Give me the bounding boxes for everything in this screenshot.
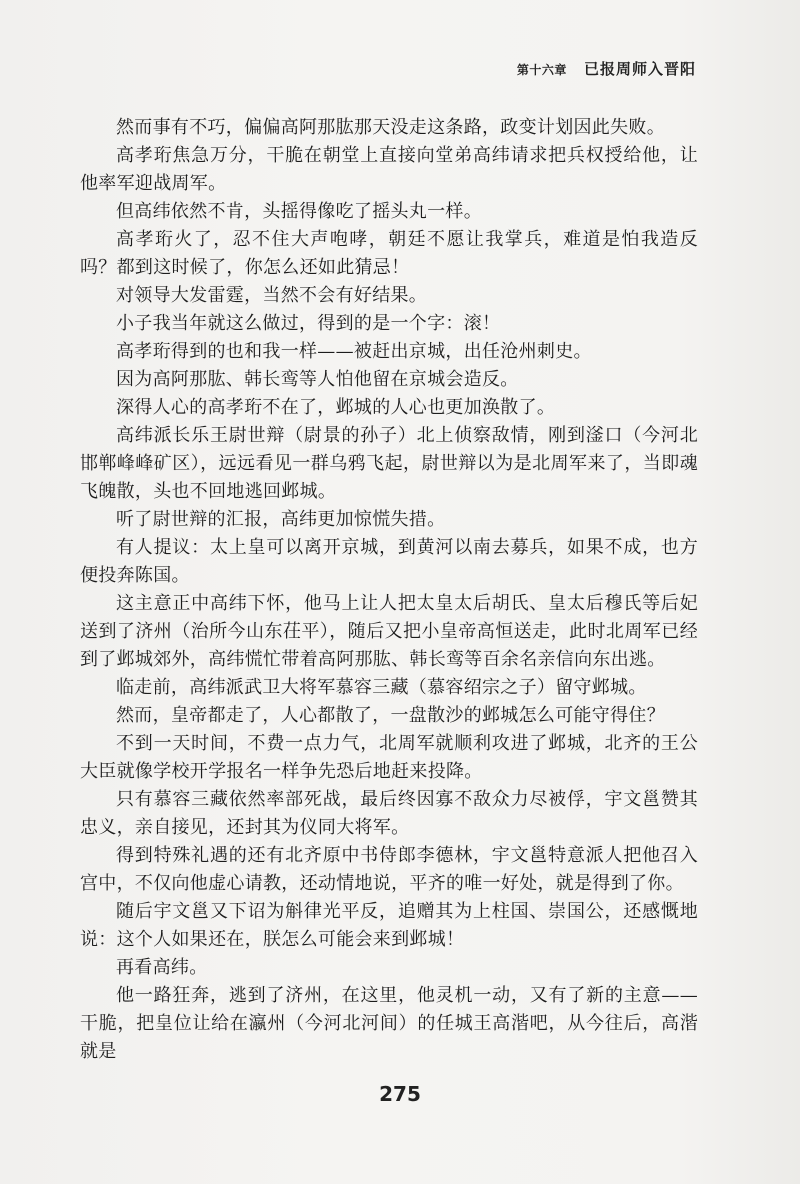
paragraph: 随后宇文邕又下诏为斛律光平反，追赠其为上柱国、崇国公，还感慨地说：这个人如果还在，朕怎么可能会来到邺城！ bbox=[80, 901, 698, 950]
paragraph: 高孝珩火了，忍不住大声咆哮，朝廷不愿让我掌兵，难道是怕我造反吗？都到这时候了，你怎么还如此猜忌！ bbox=[80, 229, 698, 278]
paragraph: 临走前，高纬派武卫大将军慕容三藏（慕容绍宗之子）留守邺城。 bbox=[116, 677, 647, 698]
paragraph: 这主意正中高纬下怀，他马上让人把太皇太后胡氏、皇太后穆氏等后妃送到了济州（治所今山东茌平），随后又把小皇帝高恒送走，此时北周军已经到了邺城郊外，高纬慌忙带着高阿那肱、韩长鸾等百余名亲信向东出逃。 bbox=[80, 593, 698, 670]
paragraph: 然而，皇帝都走了，人心都散了，一盘散沙的邺城怎么可能守得住？ bbox=[116, 705, 665, 726]
paragraph: 高孝珩焦急万分，干脆在朝堂上直接向堂弟高纬请求把兵权授给他，让他率军迎战周军。 bbox=[80, 145, 698, 194]
paragraph: 听了尉世辩的汇报，高纬更加惊慌失措。 bbox=[116, 509, 446, 530]
paragraph: 不到一天时间，不费一点力气，北周军就顺利攻进了邺城，北齐的王公大臣就像学校开学报名一样争先恐后地赶来投降。 bbox=[80, 733, 698, 782]
paragraph: 得到特殊礼遇的还有北齐原中书侍郎李德林，宇文邕特意派人把他召入宫中，不仅向他虚心请教，还动情地说，平齐的唯一好处，就是得到了你。 bbox=[80, 845, 698, 894]
page-number: 275 bbox=[379, 1082, 421, 1106]
running-header bbox=[517, 58, 696, 79]
paragraph: 只有慕容三藏依然率部死战，最后终因寡不敌众力尽被俘，宇文邕赞其忠义，亲自接见，还封其为仪同大将军。 bbox=[80, 789, 698, 838]
paragraph: 高纬派长乐王尉世辩（尉景的孙子）北上侦察敌情，刚到滏口（今河北邯郸峰峰矿区），远远看见一群乌鸦飞起，尉世辩以为是北周军来了，当即魂飞魄散，头也不回地逃回邺城。 bbox=[80, 425, 698, 502]
paragraph: 高孝珩得到的也和我一样——被赶出京城，出任沧州刺史。 bbox=[116, 341, 592, 362]
paragraph: 小子我当年就这么做过，得到的是一个字：滚！ bbox=[116, 313, 501, 334]
paragraph: 深得人心的高孝珩不在了，邺城的人心也更加涣散了。 bbox=[116, 397, 556, 418]
paragraph: 但高纬依然不肯，头摇得像吃了摇头丸一样。 bbox=[116, 201, 482, 222]
paragraph: 再看高纬。 bbox=[116, 957, 208, 978]
paragraph: 对领导大发雷霆，当然不会有好结果。 bbox=[116, 285, 428, 306]
chapter-title: 已报周师入晋阳 bbox=[583, 60, 696, 78]
paragraph: 他一路狂奔，逃到了济州，在这里，他灵机一动，又有了新的主意——干脆，把皇位让给在瀛州（今河北河间）的任城王高湝吧，从今往后，高湝就是 bbox=[80, 985, 698, 1062]
body-text bbox=[80, 114, 698, 1066]
paragraph: 因为高阿那肱、韩长鸾等人怕他留在京城会造反。 bbox=[116, 369, 519, 390]
paragraph: 有人提议：太上皇可以离开京城，到黄河以南去募兵，如果不成，也方便投奔陈国。 bbox=[80, 537, 698, 586]
chapter-label: 第十六章 bbox=[516, 63, 567, 77]
paragraph: 然而事有不巧，偏偏高阿那肱那天没走这条路，政变计划因此失败。 bbox=[116, 117, 665, 138]
